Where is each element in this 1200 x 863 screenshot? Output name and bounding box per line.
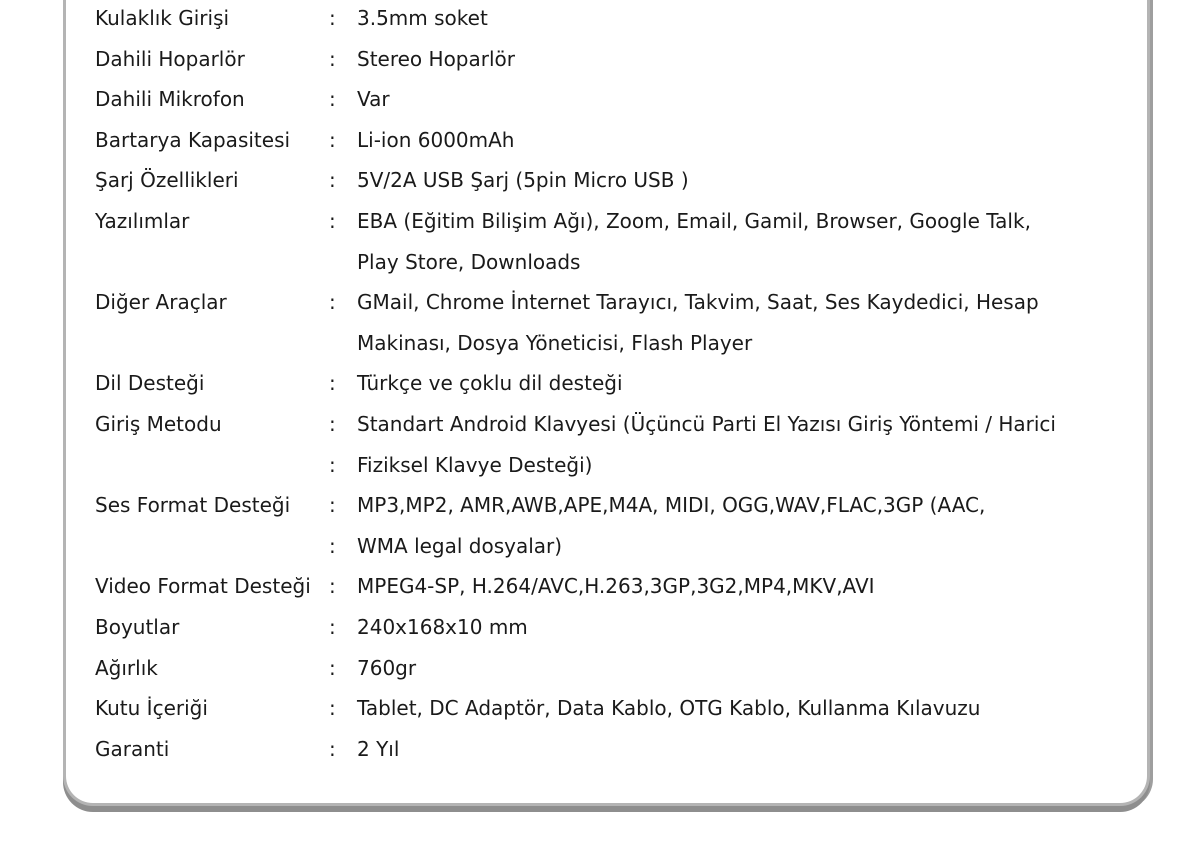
spec-value: 2 Yıl (357, 736, 400, 761)
spec-value-group (329, 81, 390, 122)
spec-value-group (329, 162, 689, 203)
spec-value-group (329, 731, 399, 772)
spec-label: Ses Format Desteği (95, 493, 291, 518)
spec-value: Türkçe ve çoklu dil desteği (357, 371, 623, 396)
spec-colon (329, 325, 357, 366)
spec-label: Yazılımlar (95, 208, 190, 233)
spec-colon: : (329, 696, 336, 721)
spec-colon: : (329, 736, 336, 761)
spec-value: Makinası, Dosya Yöneticisi, Flash Player (357, 330, 753, 355)
spec-value-line (329, 365, 623, 406)
spec-colon: : (329, 533, 336, 558)
spec-row (95, 81, 1155, 122)
spec-value: 3.5mm soket (357, 6, 488, 30)
spec-row (95, 650, 1155, 691)
spec-value-group (329, 650, 416, 691)
spec-value: Tablet, DC Adaptör, Data Kablo, OTG Kablo, Kullanma Kılavuzu (357, 696, 981, 721)
spec-colon: : (329, 411, 336, 436)
spec-value-line (329, 81, 390, 122)
spec-label: Şarj Özellikleri (95, 168, 239, 193)
spec-label: Bartarya Kapasitesi (95, 127, 291, 152)
spec-row (95, 731, 1155, 772)
spec-value-line (329, 203, 1031, 244)
spec-colon: : (329, 493, 336, 518)
spec-row (95, 41, 1155, 82)
spec-colon: : (329, 614, 336, 639)
spec-label: Dil Desteği (95, 371, 205, 396)
spec-value-line (329, 284, 1039, 325)
spec-label: Diğer Araçlar (95, 290, 227, 315)
spec-colon: : (329, 574, 336, 599)
spec-value: MP3,MP2, AMR,AWB,APE,M4A, MIDI, OGG,WAV,FLAC,3GP (AAC, (357, 493, 986, 518)
spec-value: EBA (Eğitim Bilişim Ağı), Zoom, Email, Gamil, Browser, Google Talk, (357, 208, 1031, 233)
spec-label: Video Format Desteği (95, 574, 311, 599)
spec-value: 240x168x10 mm (357, 614, 528, 639)
spec-row (95, 122, 1155, 163)
spec-value: Var (357, 87, 390, 112)
spec-label: Dahili Mikrofon (95, 87, 245, 112)
spec-value-group (329, 690, 980, 731)
spec-row (95, 690, 1155, 731)
spec-value-line (329, 244, 1031, 285)
spec-value-group (329, 122, 514, 163)
spec-value-group (329, 203, 1031, 284)
spec-row (95, 162, 1155, 203)
spec-label: Giriş Metodu (95, 411, 222, 436)
spec-colon: : (329, 6, 336, 30)
spec-row (95, 203, 1155, 284)
spec-colon: : (329, 168, 336, 193)
spec-value: 5V/2A USB Şarj (5pin Micro USB ) (357, 168, 689, 193)
spec-value-line (329, 568, 875, 609)
spec-label: Ağırlık (95, 655, 158, 680)
spec-value-line (329, 487, 985, 528)
spec-value: Stereo Hoparlör (357, 46, 515, 71)
spec-colon: : (329, 452, 336, 477)
spec-value-line (329, 406, 1056, 447)
spec-colon: : (329, 371, 336, 396)
spec-value-line (329, 0, 488, 41)
spec-label: Boyutlar (95, 614, 180, 639)
spec-value-line (329, 447, 1056, 488)
spec-row (95, 487, 1155, 568)
spec-value-line (329, 609, 528, 650)
spec-value-group (329, 284, 1039, 365)
spec-colon: : (329, 290, 336, 315)
spec-value: 760gr (357, 655, 417, 680)
spec-colon: : (329, 46, 336, 71)
spec-value-line (329, 731, 399, 772)
spec-value-line (329, 325, 1039, 366)
spec-value-line (329, 122, 514, 163)
spec-value-group (329, 406, 1056, 487)
spec-value-group (329, 609, 528, 650)
spec-row (95, 0, 1155, 41)
spec-value-group (329, 0, 488, 41)
spec-value: Li-ion 6000mAh (357, 127, 515, 152)
spec-value-group (329, 487, 985, 568)
spec-value: MPEG4-SP, H.264/AVC,H.263,3GP,3G2,MP4,MKV,AVI (357, 574, 875, 599)
spec-value: Standart Android Klavyesi (Üçüncü Parti El Yazısı Giriş Yöntemi / Harici (357, 411, 1056, 436)
spec-colon: : (329, 87, 336, 112)
spec-value-group (329, 365, 623, 406)
spec-colon: : (329, 655, 336, 680)
spec-value-line (329, 650, 416, 691)
spec-value-line (329, 41, 515, 82)
spec-value-line (329, 162, 689, 203)
spec-row (95, 609, 1155, 650)
spec-value-line (329, 528, 985, 569)
spec-label: Kulaklık Girişi (95, 6, 230, 30)
spec-row (95, 284, 1155, 365)
spec-value: WMA legal dosyalar) (357, 533, 563, 558)
spec-row (95, 365, 1155, 406)
spec-row (95, 406, 1155, 487)
spec-table (95, 0, 1155, 771)
spec-colon: : (329, 208, 336, 233)
spec-label: Kutu İçeriği (95, 696, 208, 721)
spec-label: Dahili Hoparlör (95, 46, 245, 71)
spec-label: Garanti (95, 736, 170, 761)
spec-value-line (329, 690, 980, 731)
spec-value: GMail, Chrome İnternet Tarayıcı, Takvim, Saat, Ses Kaydedici, Hesap (357, 290, 1039, 315)
spec-value: Fiziksel Klavye Desteği) (357, 452, 593, 477)
spec-row (95, 568, 1155, 609)
spec-value: Play Store, Downloads (357, 249, 581, 274)
spec-colon: : (329, 127, 336, 152)
spec-colon (329, 244, 357, 285)
spec-value-group (329, 41, 515, 82)
spec-value-group (329, 568, 875, 609)
